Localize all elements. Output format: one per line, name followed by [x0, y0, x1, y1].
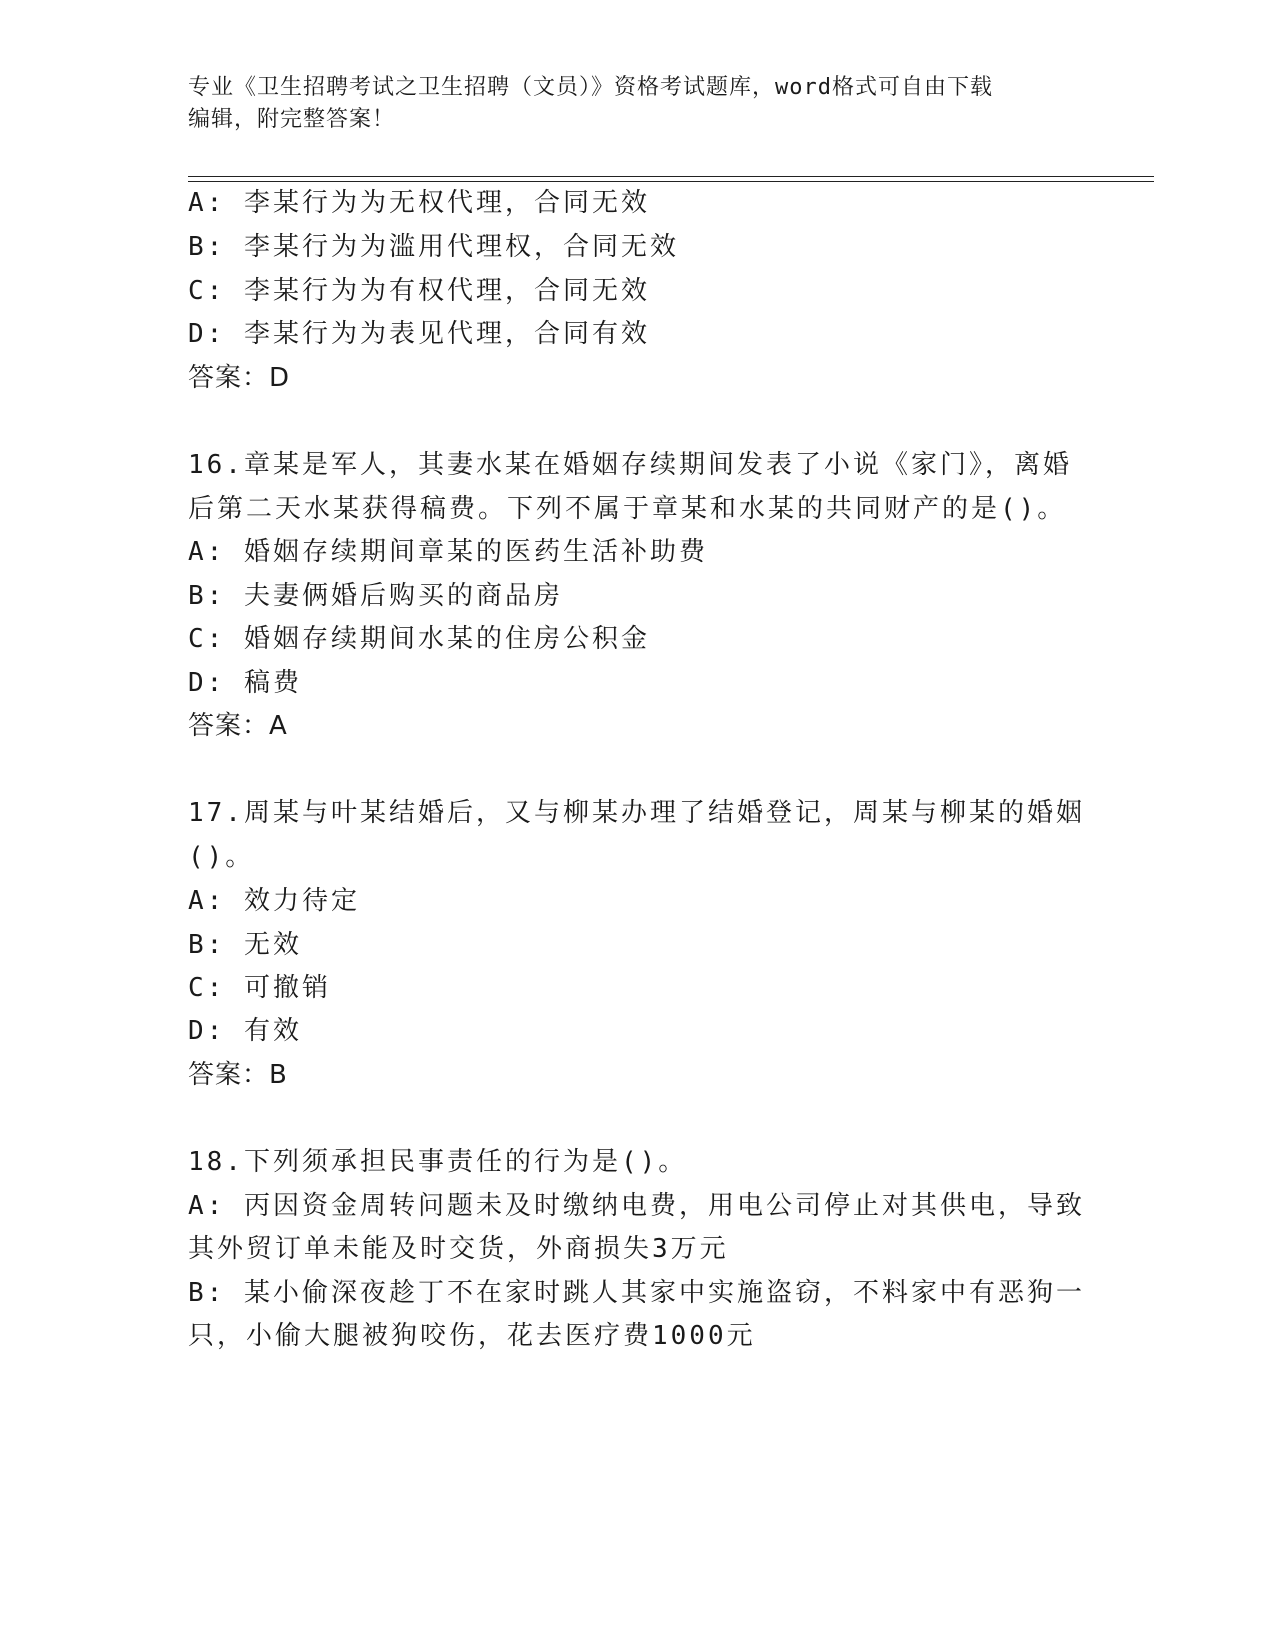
q17-stem-line-1: 17.周某与叶某结婚后，又与柳某办理了结婚登记，周某与柳某的婚姻 [188, 798, 1085, 828]
header-divider-bottom [188, 181, 1154, 182]
q15-option-a: A: 李某行为为无权代理，合同无效 [188, 188, 650, 218]
q16-option-c: C: 婚姻存续期间水某的住房公积金 [188, 624, 650, 654]
q17-option-a: A: 效力待定 [188, 886, 360, 916]
q16-stem-line-2: 后第二天水某获得稿费。下列不属于章某和水某的共同财产的是()。 [188, 494, 1067, 524]
q18-option-a-line-2: 其外贸订单未能及时交货，外商损失3万元 [188, 1234, 729, 1264]
q16-answer: 答案：A [188, 711, 288, 741]
q18-stem: 18.下列须承担民事责任的行为是()。 [188, 1147, 688, 1177]
q17-option-c: C: 可撤销 [188, 973, 331, 1003]
document-header [188, 72, 1088, 136]
q16-option-d: D: 稿费 [188, 668, 302, 698]
q17-option-d: D: 有效 [188, 1016, 302, 1046]
q15-option-b: B: 李某行为为滥用代理权，合同无效 [188, 232, 679, 262]
q18-option-b-line-2: 只，小偷大腿被狗咬伤，花去医疗费1000元 [188, 1321, 756, 1351]
q18-option-a-line-1: A: 丙因资金周转问题未及时缴纳电费，用电公司停止对其供电，导致 [188, 1191, 1085, 1221]
q15-option-d: D: 李某行为为表见代理，合同有效 [188, 319, 650, 349]
q15-answer: 答案：D [188, 363, 291, 393]
header-divider-top [188, 176, 1154, 177]
q16-stem-line-1: 16.章某是军人，其妻水某在婚姻存续期间发表了小说《家门》，离婚 [188, 450, 1072, 480]
q15-option-c: C: 李某行为为有权代理，合同无效 [188, 276, 650, 306]
q16-option-b: B: 夫妻俩婚后购买的商品房 [188, 581, 563, 611]
header-line-1: 专业《卫生招聘考试之卫生招聘（文员）》资格考试题库，word格式可自由下载 [188, 75, 993, 100]
q16-option-a: A: 婚姻存续期间章某的医药生活补助费 [188, 537, 708, 567]
q17-answer: 答案：B [188, 1060, 288, 1090]
q17-stem-line-2: ()。 [188, 842, 255, 872]
q17-option-b: B: 无效 [188, 930, 302, 960]
q18-option-b-line-1: B: 某小偷深夜趁丁不在家时跳人其家中实施盗窃，不料家中有恶狗一 [188, 1278, 1085, 1308]
header-line-2: 编辑，附完整答案！ [188, 107, 396, 132]
